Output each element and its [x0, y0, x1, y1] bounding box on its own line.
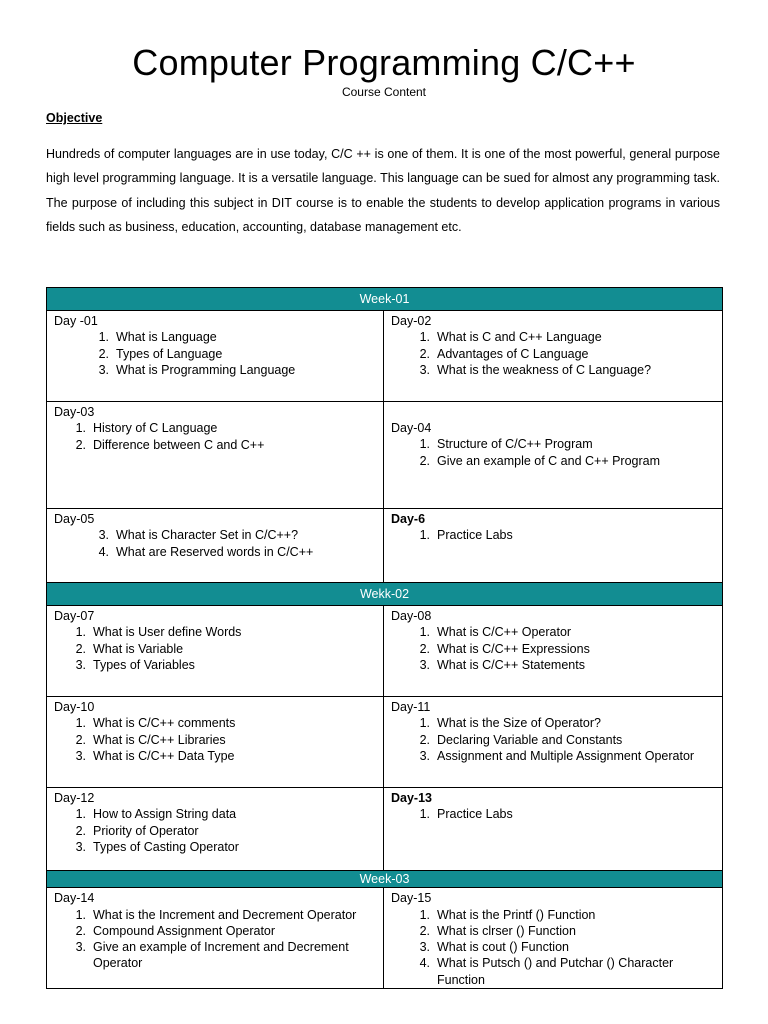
- list-item: 1. What is User define Words: [75, 625, 242, 640]
- list-item: 4. What are Reserved words in C/C++: [98, 544, 314, 559]
- day-label: Day-10: [54, 700, 95, 714]
- day-label: Day-02: [391, 314, 432, 328]
- day-cell: [47, 509, 384, 583]
- day-cell: [384, 697, 723, 788]
- list-item: 2. What is C/C++ Expressions: [419, 641, 590, 656]
- list-item: 2. Declaring Variable and Constants: [419, 732, 623, 747]
- list-item: 2. What is clrser () Function: [419, 923, 576, 938]
- week-header-row: [47, 583, 723, 606]
- week-header-row: [47, 871, 723, 888]
- topic-list: [391, 715, 716, 764]
- day-label: Day-04: [391, 421, 432, 435]
- day-label: Day-14: [54, 891, 95, 906]
- day-row: [47, 509, 723, 583]
- topic-list: [54, 624, 377, 673]
- topic-list: [54, 420, 377, 453]
- list-item: 2. Types of Language: [98, 346, 223, 361]
- day-label: Day-6: [391, 512, 426, 526]
- list-item: 1. What is C/C++ Operator: [419, 625, 572, 640]
- list-item: 3. What is C/C++ Statements: [419, 657, 585, 672]
- day-row: [47, 788, 723, 871]
- list-item: 3. Assignment and Multiple Assignment Operator: [419, 748, 695, 763]
- day-cell: [384, 509, 723, 583]
- day-cell: [47, 888, 384, 989]
- topic-list: [54, 329, 377, 378]
- day-label: Day-05: [54, 512, 95, 526]
- day-cell: [47, 697, 384, 788]
- list-item: 1. What is C and C++ Language: [419, 330, 602, 345]
- topic-list: [391, 907, 716, 988]
- list-item: 3. Give an example of Increment and Decrement Operator: [75, 940, 349, 971]
- list-item: 2. Compound Assignment Operator: [75, 923, 276, 938]
- day-row: [47, 606, 723, 697]
- list-item: 1. Practice Labs: [419, 528, 513, 543]
- list-item: 1. What is Language: [98, 330, 217, 345]
- list-item: 2. Advantages of C Language: [419, 346, 589, 361]
- list-item: 1. History of C Language: [75, 421, 218, 436]
- list-item: 2. Priority of Operator: [75, 823, 199, 838]
- day-label: Day-12: [54, 791, 95, 805]
- objective-paragraph: Hundreds of computer languages are in use today, C/C ++ is one of them. It is one of the most powerful, general purpose high level programming language. It is a versatile language. This language can be sued for almost any programming task. The purpose of including this subject in DIT course is to enable the students to develop application programs in various fields such as business, education, accounting, database management etc.: [46, 147, 720, 234]
- day-label: Day-07: [54, 609, 95, 623]
- day-row: [47, 311, 723, 402]
- list-item: 3. Types of Casting Operator: [75, 839, 239, 854]
- list-item: 4. What is Putsch () and Putchar () Character Function: [419, 956, 674, 987]
- topic-list: [54, 806, 377, 855]
- day-label: Day -01: [54, 314, 98, 328]
- day-cell: [384, 311, 723, 402]
- course-schedule-table: [46, 287, 723, 989]
- day-label: Day-08: [391, 609, 432, 623]
- list-item: 3. What is the weakness of C Language?: [419, 362, 652, 377]
- day-label: Day-15: [391, 891, 432, 906]
- week-header-row: [47, 288, 723, 311]
- list-item: 1. How to Assign String data: [75, 807, 237, 822]
- day-cell: [47, 311, 384, 402]
- list-item: 1. What is C/C++ comments: [75, 716, 236, 731]
- week-header: Week-01: [47, 288, 723, 311]
- day-cell: [47, 788, 384, 871]
- day-cell: [47, 606, 384, 697]
- topic-list: [391, 624, 716, 673]
- topic-list: [391, 436, 716, 469]
- list-item: 1. Practice Labs: [419, 807, 513, 822]
- day-label: Day-11: [391, 700, 431, 714]
- day-row: [47, 402, 723, 509]
- list-item: 1. Structure of C/C++ Program: [419, 437, 593, 452]
- week-header: Week-03: [47, 871, 723, 888]
- list-item: 2. What is C/C++ Libraries: [75, 732, 226, 747]
- day-label: Day-03: [54, 405, 95, 419]
- day-cell: [384, 402, 723, 509]
- list-item: 2. Give an example of C and C++ Program: [419, 453, 661, 468]
- list-item: 2. Difference between C and C++: [75, 437, 265, 452]
- day-cell: [47, 402, 384, 509]
- list-item: 3. What is cout () Function: [419, 940, 569, 955]
- day-row: [47, 697, 723, 788]
- day-cell: [384, 606, 723, 697]
- list-item: 1. What is the Size of Operator?: [419, 716, 601, 731]
- topic-list: [54, 527, 377, 560]
- document-subtitle: Course Content: [341, 85, 427, 99]
- list-item: 3. What is Character Set in C/C++?: [98, 528, 299, 543]
- day-label: Day-13: [391, 791, 432, 805]
- day-cell: [384, 788, 723, 871]
- list-item: 2. What is Variable: [75, 641, 184, 656]
- topic-list: [54, 715, 377, 764]
- topic-list: [391, 806, 716, 822]
- list-item: 3. What is Programming Language: [98, 362, 296, 377]
- topic-list: [54, 907, 377, 972]
- topic-list: [391, 527, 716, 543]
- objective-heading: Objective: [46, 111, 103, 125]
- day-row: [47, 888, 723, 989]
- document-title: Computer Programming C/C++: [132, 42, 636, 83]
- day-cell: [384, 888, 723, 989]
- week-header: Wekk-02: [47, 583, 723, 606]
- list-item: 3. What is C/C++ Data Type: [75, 748, 235, 763]
- topic-list: [391, 329, 716, 378]
- list-item: 3. Types of Variables: [75, 657, 195, 672]
- list-item: 1. What is the Increment and Decrement Operator: [75, 907, 357, 922]
- list-item: 1. What is the Printf () Function: [419, 907, 596, 922]
